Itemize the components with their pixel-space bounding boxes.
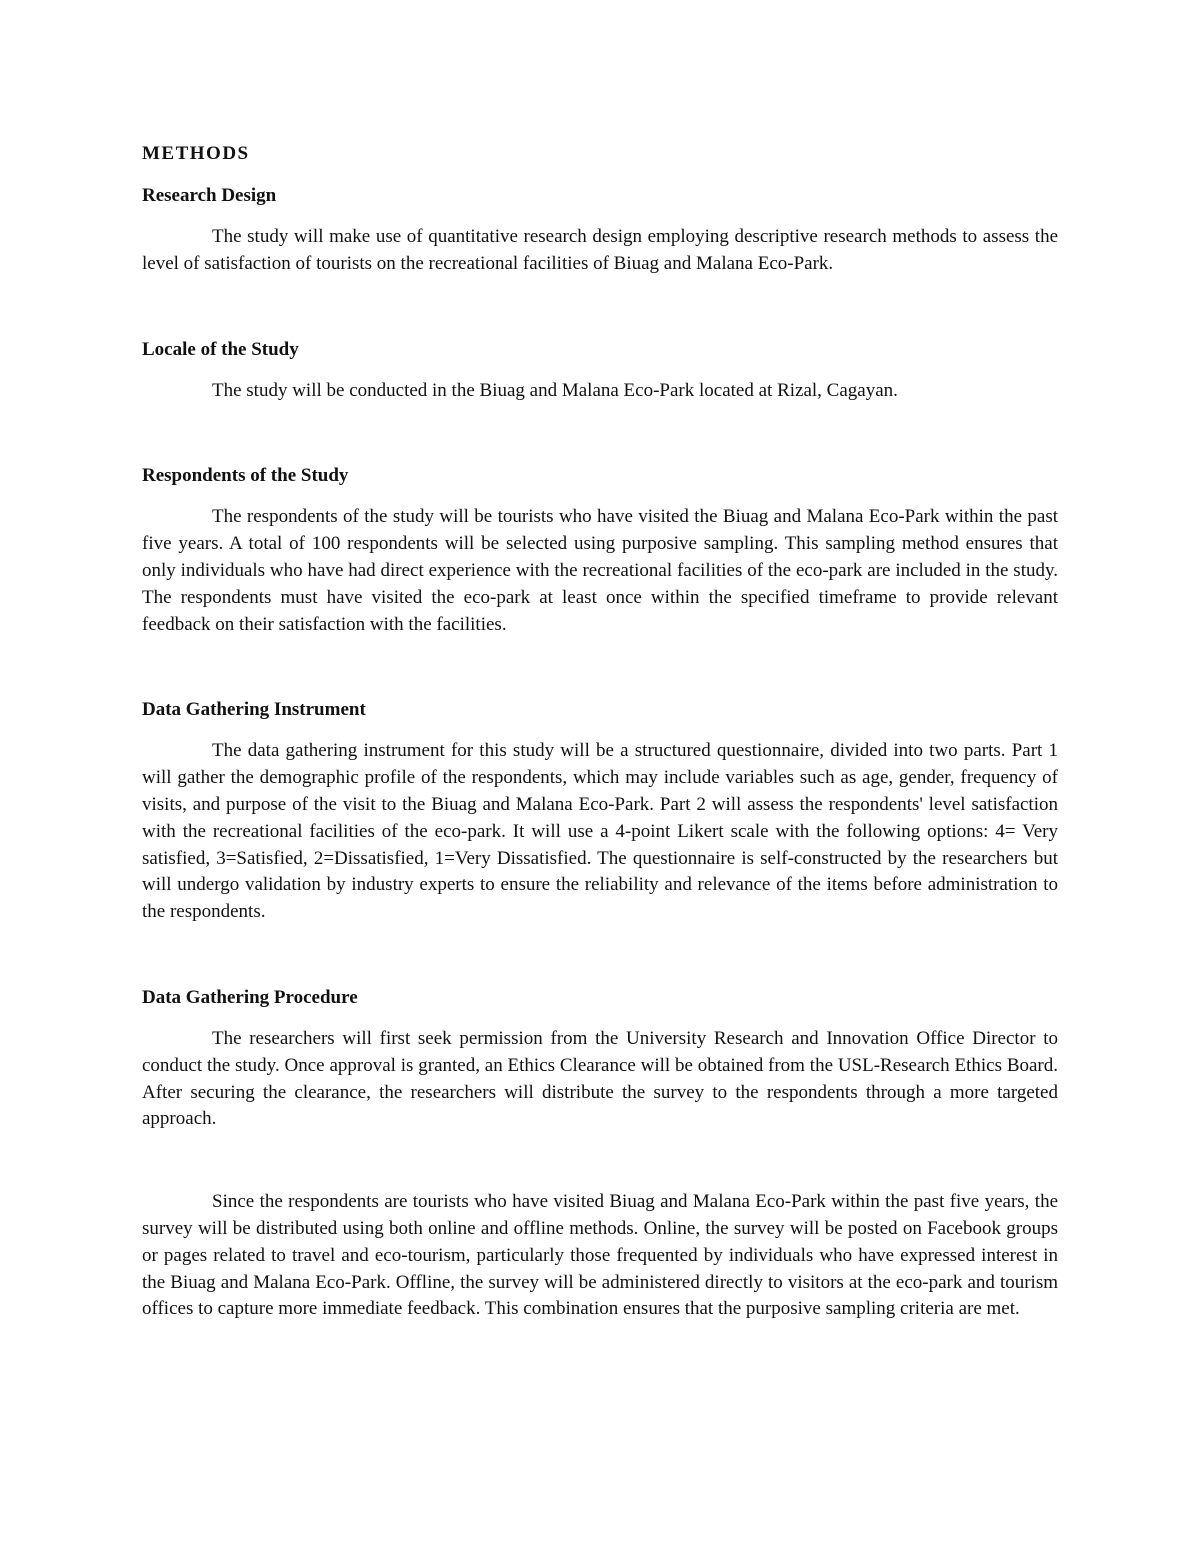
- document-page: [142, 140, 1058, 1323]
- section-heading-respondents: Respondents of the Study: [142, 465, 349, 487]
- respondents-paragraph: The respondents of the study will be tourists who have visited the Biuag and Malana Eco-Park within the past five years. A total of 100 respondents will be selected using purposive sampling. This sampling method ensures that only individuals who have had direct experience with the recreational facilities of the eco-park are included in the study. The respondents must have visited the eco-park at least once within the specified timeframe to provide relevant feedback on their satisfaction with the facilities.: [142, 506, 1058, 635]
- section-heading-locale: Locale of the Study: [142, 338, 299, 360]
- procedure-paragraph-1: The researchers will first seek permission from the University Research and Innovation Office Director to conduct the study. Once approval is granted, an Ethics Clearance will be obtained from the USL-Research Ethics Board. After securing the clearance, the researchers will distribute the survey to the respondents through a more targeted approach.: [142, 1027, 1058, 1130]
- research-design-paragraph: The study will make use of quantitative research design employing descriptive research methods to assess the level of satisfaction of tourists on the recreational facilities of Biuag and Malana Eco-Park.: [142, 226, 1058, 274]
- page-title: METHODS: [142, 143, 250, 164]
- section-heading-research-design: Research Design: [142, 185, 277, 206]
- instrument-paragraph: The data gathering instrument for this study will be a structured questionnaire, divided into two parts. Part 1 will gather the demographic profile of the respondents, which may include variables such as age, gender, frequency of visits, and purpose of the visit to the Biuag and Malana Eco-Park. Part 2 will assess the respondents' level satisfaction with the recreational facilities of the eco-park. It will use a 4-point Likert scale with the following options: 4= Very satisfied, 3=Satisfied, 2=Dissatisfied, 1=Very Dissatisfied. The questionnaire is self-constructed by the researchers but will undergo validation by industry experts to ensure the reliability and relevance of the items before administration to the respondents.: [142, 740, 1058, 923]
- section-heading-instrument: Data Gathering Instrument: [142, 699, 366, 721]
- procedure-paragraph-2: Since the respondents are tourists who have visited Biuag and Malana Eco-Park within the past five years, the survey will be distributed using both online and offline methods. Online, the survey will be posted on Facebook groups or pages related to travel and eco-tourism, particularly those frequented by individuals who have expressed interest in the Biuag and Malana Eco-Park. Offline, the survey will be administered directly to visitors at the eco-park and tourism offices to capture more immediate feedback. This combination ensures that the purposive sampling criteria are met.: [142, 1191, 1058, 1320]
- locale-paragraph: The study will be conducted in the Biuag and Malana Eco-Park located at Rizal, Cagayan.: [212, 379, 898, 401]
- section-heading-procedure: Data Gathering Procedure: [142, 986, 358, 1008]
